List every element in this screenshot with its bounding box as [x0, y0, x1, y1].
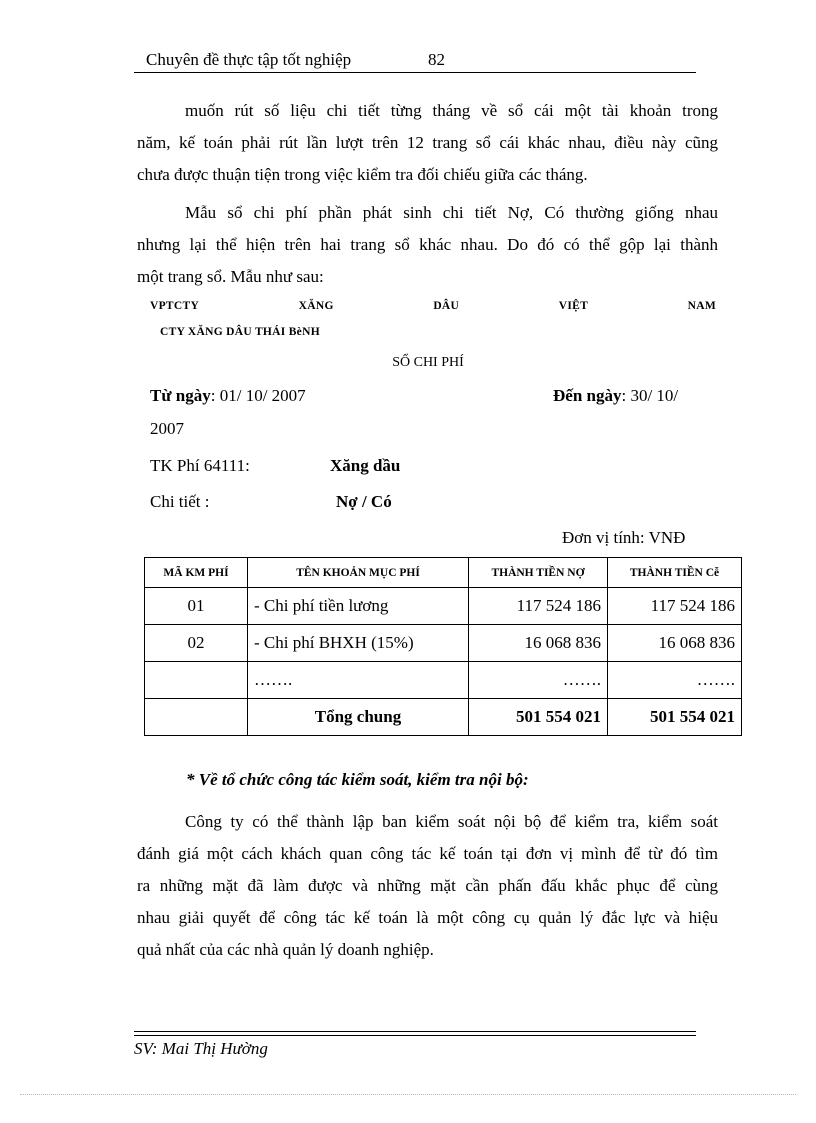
credit-amount: 16 068 836	[608, 625, 742, 662]
expense-ledger-table	[144, 557, 742, 736]
footer-author: SV: Mai Thị Hường	[134, 1039, 268, 1058]
credit-amount: …….	[608, 662, 742, 699]
table-header-row	[145, 558, 742, 588]
column-header: TÊN KHOẢN MỤC PHÍ	[248, 558, 469, 588]
org-word: NAM	[687, 300, 716, 312]
table-row	[145, 588, 742, 625]
org-word: DÂU	[433, 300, 460, 312]
table-row	[145, 662, 742, 699]
to-date	[553, 386, 678, 406]
organization-line-1	[150, 300, 716, 312]
to-date-year: 2007	[150, 419, 184, 438]
expense-code: 01	[145, 588, 248, 625]
text-line: năm, kế toán phải rút lần lượt trên 12 trang sổ cái khác nhau, điều này cũng	[137, 133, 718, 152]
running-header-title: Chuyên đề thực tập tốt nghiệp	[146, 50, 352, 69]
intro-paragraph-1	[137, 95, 718, 191]
from-date	[150, 386, 306, 406]
total-row	[145, 699, 742, 736]
expense-name: …….	[248, 662, 469, 699]
total-credit: 501 554 021	[608, 699, 742, 736]
currency-unit: Đơn vị tính: VNĐ	[562, 528, 686, 547]
text-line: Công ty có thể thành lập ban kiểm soát nội bộ để kiểm tra, kiểm soát	[185, 812, 718, 831]
text-line: đánh giá một cách khách quan công tác kế toán tại đơn vị mình để từ đó tìm	[137, 844, 718, 863]
ledger-title: SỔ CHI PHÍ	[392, 355, 464, 370]
column-header: THÀNH TIỀN NỢ	[469, 558, 608, 588]
page-number: 82	[428, 50, 445, 69]
from-date-value: : 01/ 10/ 2007	[210, 386, 306, 405]
to-date-value: : 30/ 10/	[621, 386, 679, 405]
footer-rule	[134, 1031, 696, 1032]
expense-name: - Chi phí tiền lương	[248, 588, 469, 625]
text-line: Mẫu sổ chi phí phần phát sinh chi tiết Nợ, Có thường giống nhau	[185, 203, 718, 222]
expense-name: - Chi phí BHXH (15%)	[248, 625, 469, 662]
footer-rule-thin	[134, 1035, 696, 1036]
account-label: TK Phí 64111:	[150, 456, 250, 475]
detail-label: Chi tiết :	[150, 492, 210, 511]
total-debit: 501 554 021	[469, 699, 608, 736]
expense-code: 02	[145, 625, 248, 662]
org-word: XĂNG	[298, 300, 334, 312]
text-line: một trang sổ. Mẫu như sau:	[137, 267, 324, 286]
debit-amount: 117 524 186	[469, 588, 608, 625]
total-code-cell	[145, 699, 248, 736]
header-rule	[134, 72, 696, 73]
org-word: VPTCTY	[150, 300, 200, 312]
page-edge-guide	[20, 1094, 796, 1095]
section-paragraph	[137, 806, 718, 966]
text-line: ra những mặt đã làm được và những mặt cần phấn đấu khắc phục để cùng	[137, 876, 718, 895]
text-line: nhau giải quyết để công tác kế toán là một công cụ quản lý đắc lực và hiệu	[137, 908, 718, 927]
text-line: muốn rút số liệu chi tiết từng tháng về sổ cái một tài khoản trong	[185, 101, 718, 120]
to-date-label: Đến ngày	[553, 386, 622, 405]
from-date-label: Từ ngày	[150, 386, 211, 405]
text-line: nhưng lại thể hiện trên hai trang sổ khác nhau. Do đó có thể gộp lại thành	[137, 235, 718, 254]
section-heading: * Về tổ chức công tác kiểm soát, kiểm tra nội bộ:	[186, 770, 529, 789]
credit-amount: 117 524 186	[608, 588, 742, 625]
text-line: quả nhất của các nhà quản lý doanh nghiệp.	[137, 940, 434, 959]
intro-paragraph-2	[137, 197, 718, 293]
org-word: VIỆT	[558, 300, 589, 312]
account-name: Xăng dầu	[330, 456, 401, 475]
total-label: Tổng chung	[248, 699, 469, 736]
detail-value: Nợ / Có	[336, 492, 392, 511]
debit-amount: 16 068 836	[469, 625, 608, 662]
organization-line-2: CTY XĂNG DÂU THÁI BèNH	[160, 326, 320, 338]
column-header: THÀNH TIỀN Cễ	[608, 558, 742, 588]
text-line: chưa được thuận tiện trong việc kiểm tra đối chiếu giữa các tháng.	[137, 165, 588, 184]
expense-code	[145, 662, 248, 699]
debit-amount: …….	[469, 662, 608, 699]
column-header: MÃ KM PHÍ	[145, 558, 248, 588]
table-row	[145, 625, 742, 662]
